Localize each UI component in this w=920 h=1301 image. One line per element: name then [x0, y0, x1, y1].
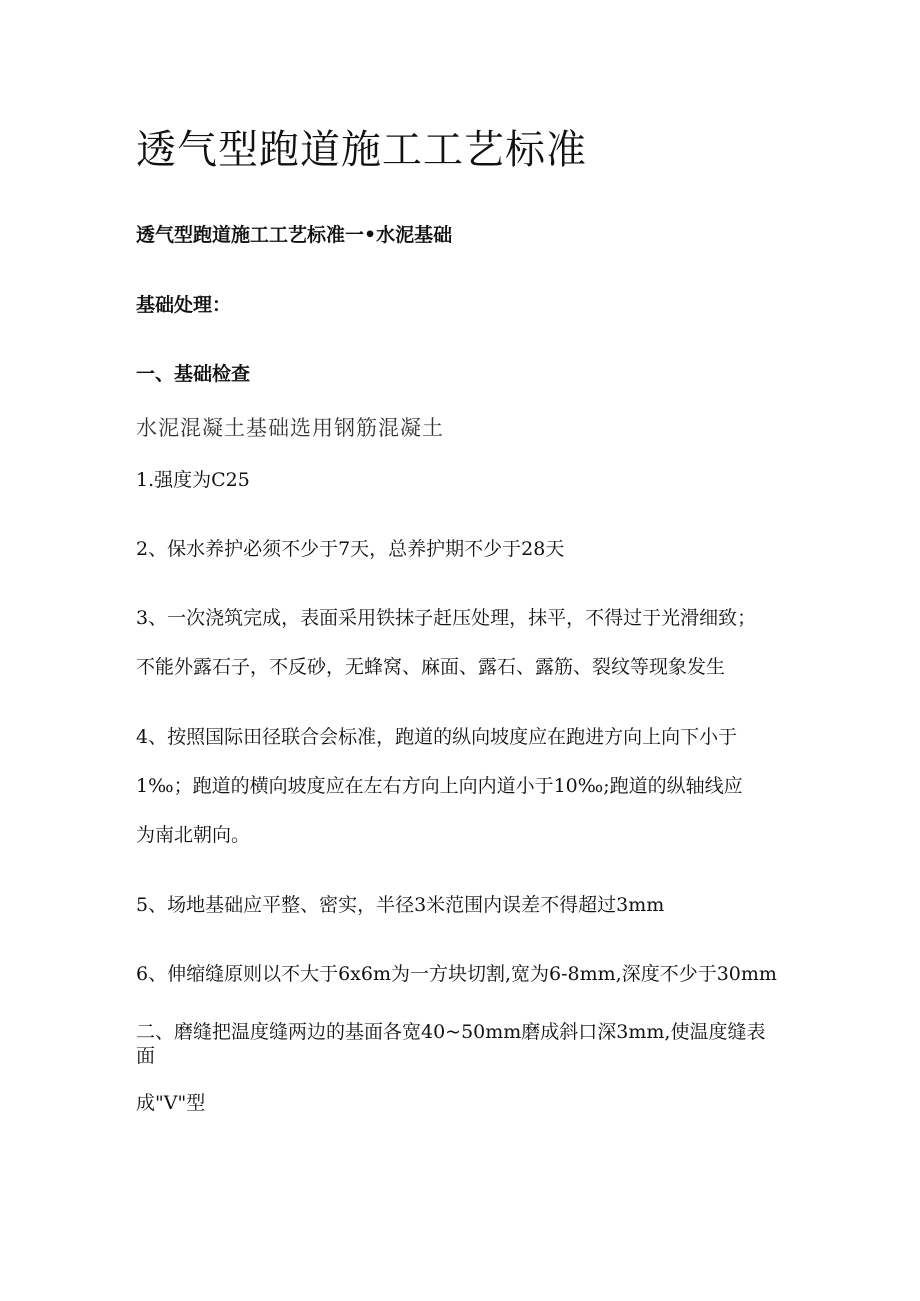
point-slope: 4、按照国际田径联合会标准，跑道的纵向坡度应在跑进方向上向下小于 — [136, 726, 738, 748]
item1-heading: 一、基础检查 — [136, 363, 251, 385]
item1-intro: 水泥混凝土基础选用钢筋混凝土 — [136, 416, 444, 440]
document-title: 透气型跑道施工工艺标准 — [136, 127, 587, 173]
point-slope-end: 为南北朝向。 — [136, 824, 251, 846]
point-pouring: 3、一次浇筑完成，表面采用铁抹子赶压处理，抹平，不得过于光滑细致； — [136, 607, 757, 629]
item2-line3: 成"V"型 — [136, 1092, 206, 1114]
point-slope-cont: 1‰；跑道的横向坡度应在左右方向上向内道小于10‰;跑道的纵轴线应 — [136, 775, 743, 797]
point-curing: 2、保水养护必须不少于7天，总养护期不少于28天 — [136, 538, 565, 560]
document-subtitle: 透气型跑道施工工艺标准一•水泥基础 — [136, 224, 453, 246]
point-pouring-cont: 不能外露石子，不反砂，无蜂窝、麻面、露石、露筋、裂纹等现象发生 — [136, 656, 726, 678]
item2-line2: 面 — [136, 1045, 156, 1067]
point-strength: 1.强度为C25 — [136, 469, 250, 491]
point-expansion-joint: 6、伸缩缝原则以不大于6x6m为一方块切割,宽为6-8mm,深度不少于30mm — [136, 963, 777, 985]
item2-line1: 二、磨缝把温度缝两边的基面各宽40~50mm磨成斜口深3mm,使温度缝表 — [136, 1021, 766, 1043]
section-heading: 基础处理： — [136, 294, 232, 316]
point-flatness: 5、场地基础应平整、密实，半径3米范围内误差不得超过3mm — [136, 894, 665, 916]
